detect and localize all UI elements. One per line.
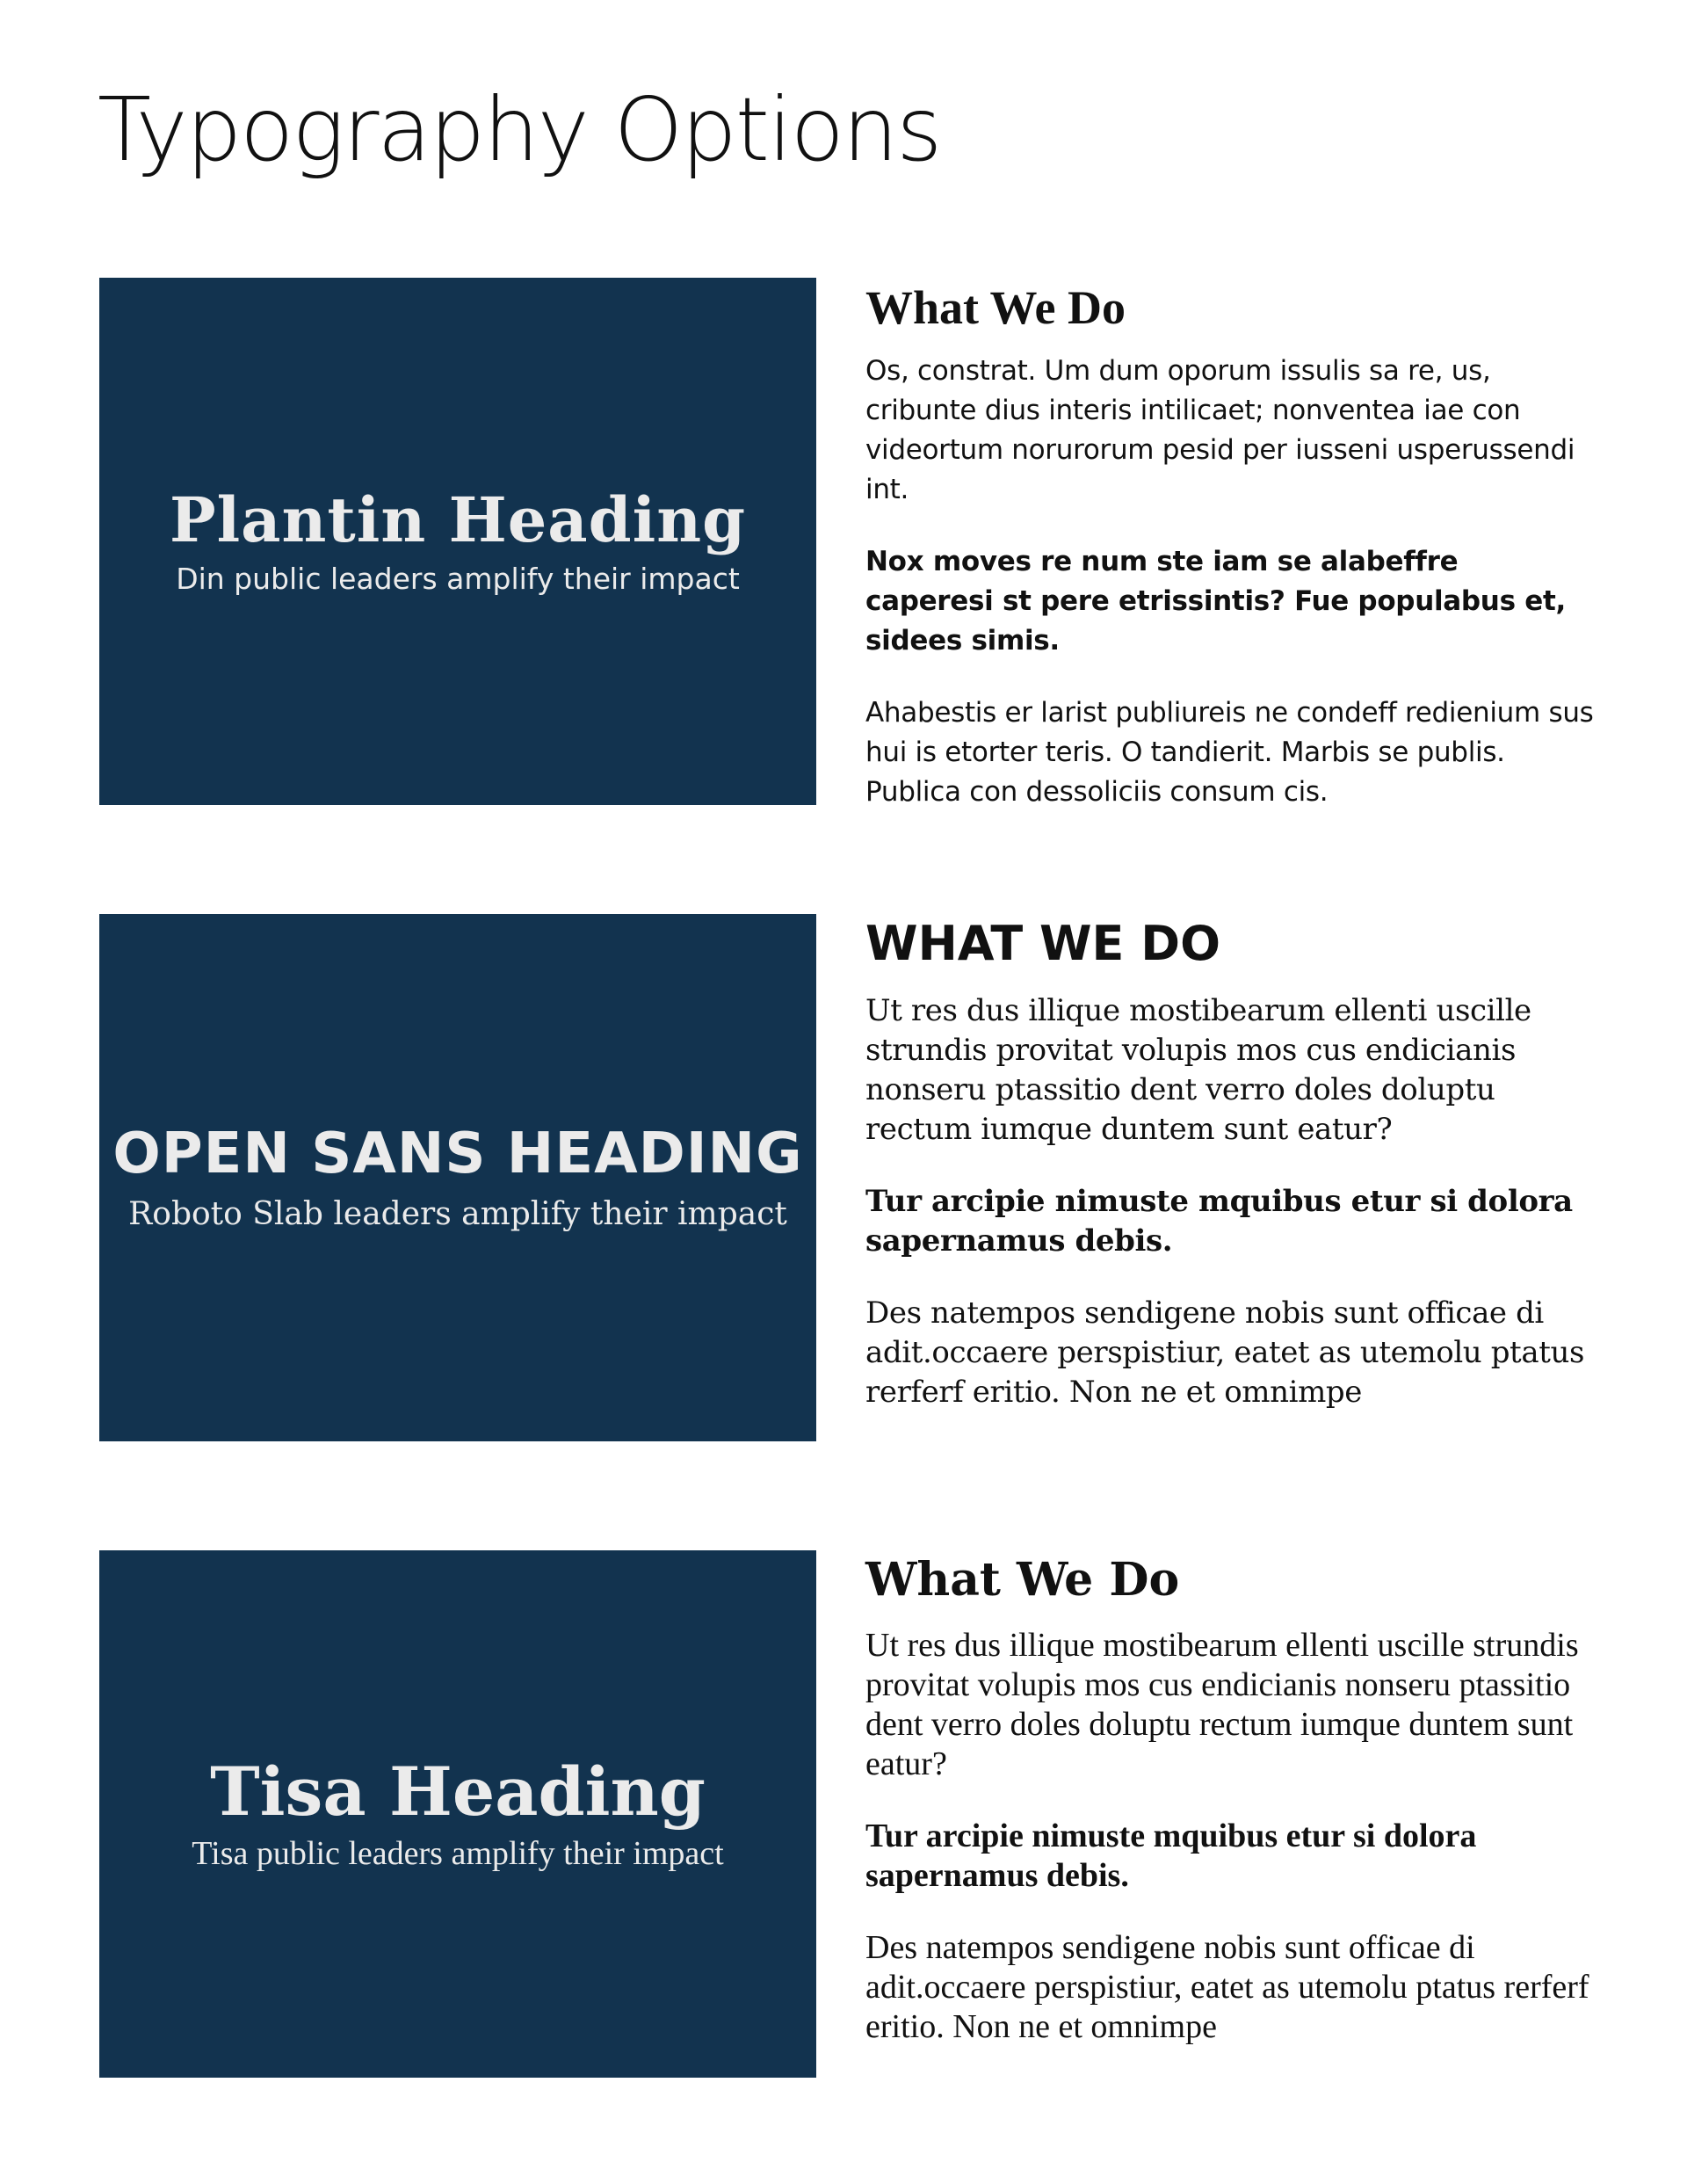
- copy-paragraph: Ut res dus illique mostibearum ellenti uscille strundis provitat volupis mos cus endicianis nonseru ptassitio dent verro doles doluptu rectum iumque duntem sunt eatur?: [865, 1627, 1579, 1782]
- copy-paragraph: Des natempos sendigene nobis sunt officae di adit.occaere perspistiur, eatet as utemolu ptatus rerferf eritio. Non ne et omnimpe: [865, 1929, 1589, 2045]
- body-copy-sample: [865, 1550, 1595, 2047]
- typography-option-tisa: [0, 1550, 1687, 2078]
- copy-paragraph-bold: Tur arcipie nimuste mquibus etur si dolora sapernamus debis.: [865, 1184, 1573, 1259]
- heading-sample-panel: [99, 278, 816, 805]
- typography-option-plantin: [0, 278, 1687, 808]
- panel-heading: Tisa Heading: [210, 1752, 706, 1831]
- typography-option-open-sans: [0, 914, 1687, 1441]
- copy-heading: What We Do: [865, 1553, 1180, 1607]
- copy-paragraph-bold: Tur arcipie nimuste mquibus etur si dolora sapernamus debis.: [865, 1818, 1477, 1894]
- copy-paragraph: Ut res dus illique mostibearum ellenti uscille strundis provitat volupis mos cus endicianis nonseru ptassitio dent verro doles doluptu rectum iumque duntem sunt eatur?: [865, 993, 1531, 1147]
- heading-sample-panel: [99, 1550, 816, 2078]
- copy-heading: What We Do: [865, 281, 1126, 334]
- copy-paragraph: Os, constrat. Um dum oporum issulis sa re, us, cribunte dius interis intilicaet; nonventea iae con videortum norurorum pesid per iusseni usperussendi int.: [865, 355, 1575, 505]
- body-copy-sample: [865, 278, 1595, 812]
- body-copy-sample: [865, 914, 1595, 1412]
- panel-subheading: Tisa public leaders amplify their impact: [192, 1835, 724, 1872]
- panel-heading: OPEN SANS HEADING: [112, 1121, 803, 1186]
- panel-subheading: Roboto Slab leaders amplify their impact: [128, 1196, 787, 1232]
- panel-subheading: Din public leaders amplify their impact: [176, 562, 740, 596]
- page-title: Typography Options: [98, 78, 941, 181]
- copy-paragraph: Ahabestis er larist publiureis ne condeff redienium sus hui is etorter teris. O tandierit. Marbis se publis. Publica con dessoliciis consum cis.: [865, 697, 1594, 808]
- panel-heading: Plantin Heading: [169, 483, 747, 556]
- copy-paragraph: Des natempos sendigene nobis sunt officae di adit.occaere perspistiur, eatet as utemolu ptatus rerferf eritio. Non ne et omnimpe: [865, 1295, 1584, 1410]
- copy-heading: WHAT WE DO: [865, 916, 1220, 971]
- copy-paragraph-bold: Nox moves re num ste iam se alabeffre caperesi st pere etrissintis? Fue populabus et, sidees simis.: [865, 546, 1566, 657]
- heading-sample-panel: [99, 914, 816, 1441]
